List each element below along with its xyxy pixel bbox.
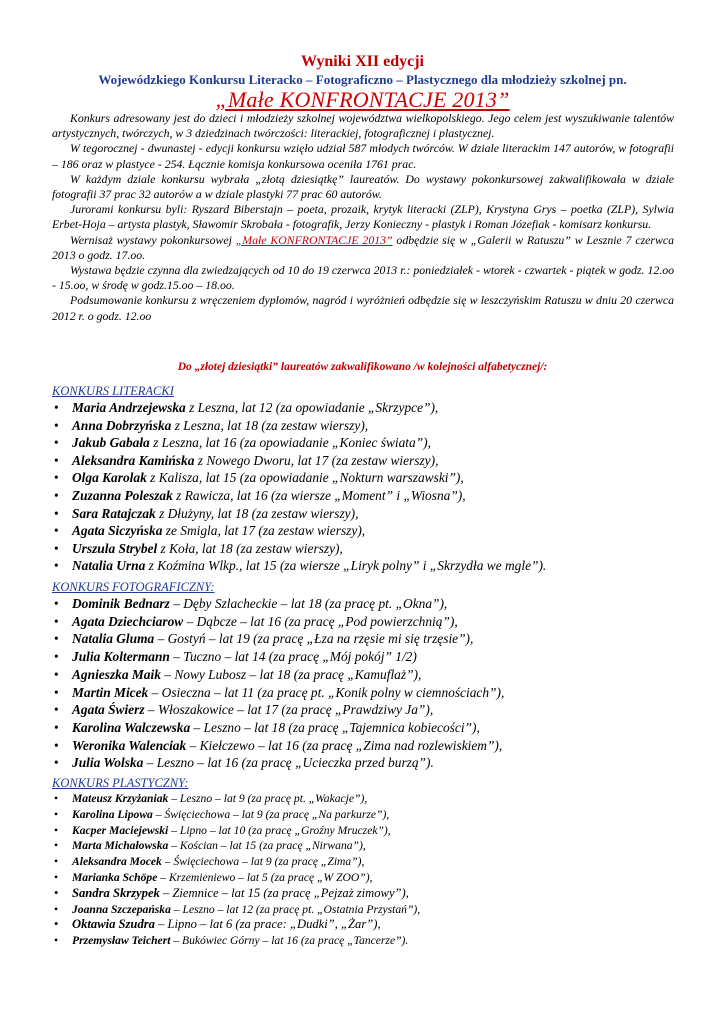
bullet-icon: • xyxy=(54,934,59,948)
list-item xyxy=(52,754,682,772)
laureate-detail: z Nowego Dworu, lat 17 (za zestaw wierszy), xyxy=(194,452,439,468)
laureate-name: Zuzanna Poleszak xyxy=(72,487,173,503)
list-item xyxy=(52,823,682,839)
laureate-name: Sara Ratajczak xyxy=(72,505,156,521)
laureate-name: Julia Wolska xyxy=(72,755,144,771)
bullet-icon: • xyxy=(54,855,59,869)
list-item xyxy=(52,487,682,505)
laureate-name: Marta Michałowska xyxy=(72,839,169,853)
list-item xyxy=(52,452,682,470)
list-item xyxy=(52,595,682,613)
bullet-icon: • xyxy=(54,666,59,682)
laureate-detail: z Leszna, lat 16 (za opowiadanie „Koniec świata”), xyxy=(149,435,431,451)
laureate-name: Weronika Walenciak xyxy=(72,737,187,753)
laureate-name: Martin Micek xyxy=(72,684,149,700)
laureate-name: Julia Koltermann xyxy=(72,649,170,665)
list-item xyxy=(52,870,682,886)
bullet-icon: • xyxy=(54,452,59,468)
laureate-name: Dominik Bednarz xyxy=(72,596,170,611)
contest-name: „Małe KONFRONTACJE 2013” xyxy=(215,87,510,112)
bullet-icon: • xyxy=(54,823,59,837)
bullet-icon: • xyxy=(54,684,59,700)
list-item xyxy=(52,807,682,823)
intro-paragraph: W tegorocznej - dwunastej - edycji konkursu wzięło udział 587 młodych twórców. W dziale literackim 147 autorów, w fotografii – 186 oraz w plastyce - 254. Łącznie komisja konkursowa oceniła 1761 prac. xyxy=(52,141,674,171)
laureate-name: Anna Dobrzyńska xyxy=(72,417,172,433)
list-item xyxy=(52,505,682,523)
intro-text xyxy=(52,111,674,324)
bullet-icon: • xyxy=(54,737,59,753)
bullet-icon: • xyxy=(54,870,59,884)
section-fotograficzny xyxy=(52,580,682,772)
laureate-detail: – Ziemnice – lat 15 (za pracę „Pejzaż zimowy”), xyxy=(159,885,409,900)
laureate-detail: – Leszno – lat 12 (za pracę pt. „Ostatnia Przystań”), xyxy=(170,902,421,916)
laureate-detail: z Dłużyny, lat 18 (za zestaw wierszy), xyxy=(155,505,359,521)
bullet-icon: • xyxy=(54,558,59,574)
bullet-icon: • xyxy=(54,417,59,433)
bullet-icon: • xyxy=(54,839,59,853)
section-title: KONKURS FOTOGRAFICZNY: xyxy=(52,580,215,594)
bullet-icon: • xyxy=(54,631,59,647)
qualification-note: Do „złotej dziesiątki” laureatów zakwalifikowano /w kolejności alfabetycznej/: xyxy=(177,361,548,373)
laureate-name: Agata Dziechciarow xyxy=(72,613,184,629)
laureate-detail: – Krzemieniewo – lat 5 (za pracę „W ZOO”), xyxy=(157,870,373,884)
bullet-icon: • xyxy=(54,649,59,665)
section-plastyczny xyxy=(52,776,682,949)
bullet-icon: • xyxy=(54,807,59,821)
laureate-name: Urszula Strybel xyxy=(72,540,158,556)
bullet-icon: • xyxy=(54,435,59,451)
laureate-detail: – Leszno – lat 9 (za pracę pt. „Wakacje”), xyxy=(168,792,368,805)
laureate-name: Przemysław Teichert xyxy=(72,934,171,948)
list-item xyxy=(52,666,682,684)
section-literacki xyxy=(52,384,682,575)
bullet-icon: • xyxy=(54,505,59,521)
list-item xyxy=(52,933,682,949)
laureate-name: Oktawia Szudra xyxy=(72,917,155,932)
laureate-name: Maria Andrzejewska xyxy=(72,400,186,415)
bullet-icon: • xyxy=(54,917,59,932)
bullet-icon: • xyxy=(54,523,59,539)
list-item xyxy=(52,701,682,719)
laureate-list xyxy=(52,399,682,575)
laureate-detail: – Tuczno – lat 14 (za pracę „Mój pokój” 1/2) xyxy=(169,649,417,665)
laureate-name: Karolina Walczewska xyxy=(72,719,191,735)
laureate-detail: z Kalisza, lat 15 (za opowiadanie „Nokturn warszawski”), xyxy=(146,470,464,486)
bullet-icon: • xyxy=(54,719,59,735)
laureate-detail: z Leszna, lat 18 (za zestaw wierszy), xyxy=(171,417,369,433)
bullet-icon: • xyxy=(54,902,59,916)
list-item xyxy=(52,630,682,648)
laureate-detail: – Święciechowa – lat 9 (za pracę „Na parkurze”), xyxy=(152,807,390,821)
bullet-icon: • xyxy=(54,596,59,611)
list-item xyxy=(52,854,682,870)
laureate-detail: – Lipno – lat 6 (za prace: „Dudki”, „Żar”), xyxy=(154,917,381,932)
intro-paragraph: Podsumowanie konkursu z wręczeniem dyplomów, nagród i wyróżnień odbędzie się w leszczyńskim Ratuszu w dniu 20 czerwca 2012 r. o godz. 12.oo xyxy=(52,293,674,323)
list-item xyxy=(52,469,682,487)
bullet-icon: • xyxy=(54,613,59,629)
laureate-name: Aleksandra Kamińska xyxy=(72,452,195,468)
laureate-name: Aleksandra Mocek xyxy=(72,855,162,869)
laureate-detail: – Dęby Szlacheckie – lat 18 (za pracę pt. „Okna”), xyxy=(169,596,448,611)
laureate-detail: – Kościan – lat 15 (za pracę „Nirwana”), xyxy=(168,839,366,853)
list-item xyxy=(52,886,682,902)
bullet-icon: • xyxy=(54,487,59,503)
vernissage-exhibition-title: „Małe KONFRONTACJE 2013” xyxy=(235,232,393,247)
laureate-detail: z Rawicza, lat 16 (za wiersze „Moment” i „Wiosna”), xyxy=(172,487,466,503)
laureate-detail: – Osieczna – lat 11 (za pracę pt. „Konik polny w ciemnościach”), xyxy=(148,684,505,700)
bullet-icon: • xyxy=(54,755,59,771)
laureate-name: Olga Karolak xyxy=(72,470,147,486)
laureate-detail: – Dąbcze – lat 16 (za pracę „Pod powierzchnią”), xyxy=(183,613,458,629)
laureate-name: Mateusz Krzyżaniak xyxy=(72,792,169,805)
list-item xyxy=(52,417,682,435)
vernissage-details: odbędzie się w „Galerii w Ratuszu” w Lesznie 7 czerwca 2013 o godz. 17.oo. xyxy=(52,232,674,262)
laureate-detail: ze Smigla, lat 17 (za zestaw wierszy), xyxy=(162,523,366,539)
contest-subtitle: Wojewódzkiego Konkursu Literacko – Fotograficzno – Plastycznego dla młodzieży szkolnej pn. xyxy=(98,72,627,87)
laureate-list xyxy=(52,595,682,772)
list-item xyxy=(52,902,682,918)
laureate-name: Agata Świerz xyxy=(72,702,145,718)
laureate-name: Agnieszka Maik xyxy=(72,666,161,682)
list-item xyxy=(52,399,682,417)
list-item xyxy=(52,613,682,631)
section-title: KONKURS PLASTYCZNY: xyxy=(52,776,189,790)
bullet-icon: • xyxy=(54,885,59,900)
intro-paragraph xyxy=(52,233,674,263)
laureate-detail: – Leszno – lat 18 (za pracę „Tajemnica kobiecości”), xyxy=(190,719,480,735)
laureate-name: Natalia Urna xyxy=(72,558,146,574)
bullet-icon: • xyxy=(54,792,59,805)
list-item xyxy=(52,648,682,666)
list-item xyxy=(52,791,682,807)
laureate-detail: z Koła, lat 18 (za zestaw wierszy), xyxy=(157,540,343,556)
laureate-name: Agata Siczyńska xyxy=(72,523,163,539)
laureate-detail: – Gostyń – lat 19 (za pracę „Łza na rzęsie mi się trzęsie”), xyxy=(154,631,474,647)
results-title: Wyniki XII edycji xyxy=(301,53,424,70)
list-item xyxy=(52,557,682,575)
laureate-name: Karolina Lipowa xyxy=(72,807,153,821)
list-item xyxy=(52,737,682,755)
list-item xyxy=(52,522,682,540)
list-item xyxy=(52,838,682,854)
laureate-detail: – Leszno – lat 16 (za pracę „Ucieczka przed burzą”). xyxy=(143,755,434,771)
list-item xyxy=(52,434,682,452)
laureate-list xyxy=(52,791,682,949)
bullet-icon: • xyxy=(54,702,59,718)
list-item xyxy=(52,917,682,933)
list-item xyxy=(52,684,682,702)
laureate-detail: z Leszna, lat 12 (za opowiadanie „Skrzypce”), xyxy=(185,400,439,415)
intro-paragraph: Konkurs adresowany jest do dzieci i młodzieży szkolnej województwa wielkopolskiego. Jego celem jest wyszukiwanie talentów artystycznych, twórczych, w 3 dziedzinach twórczości: literackiej, fotograficznej i plastycznej. xyxy=(52,111,674,141)
intro-paragraph: Wystawa będzie czynna dla zwiedzających od 10 do 19 czerwca 2013 r.: poniedziałek - wtorek - czwartek - piątek w godz. 12.oo - 15.oo, w środę w godz.15.oo – 18.oo. xyxy=(52,263,674,293)
section-title: KONKURS LITERACKI xyxy=(52,384,174,398)
laureate-detail: – Kiełczewo – lat 16 (za pracę „Zima nad rozlewiskiem”), xyxy=(186,737,503,753)
laureate-detail: z Koźmina Wlkp., lat 15 (za wiersze „Liryk polny” i „Skrzydła we mgle”). xyxy=(145,558,547,574)
laureate-name: Joanna Szczepańska xyxy=(72,902,171,916)
bullet-icon: • xyxy=(54,400,59,415)
laureate-name: Natalia Gluma xyxy=(72,631,155,647)
laureate-detail: – Nowy Lubosz – lat 18 (za pracę „Kamuflaż”), xyxy=(160,666,422,682)
list-item xyxy=(52,540,682,558)
laureate-detail: – Bukówiec Górny – lat 16 (za pracę „Tancerze”). xyxy=(170,934,409,948)
bullet-icon: • xyxy=(54,470,59,486)
laureate-detail: – Włoszakowice – lat 17 (za pracę „Prawdziwy Ja”), xyxy=(144,702,434,718)
laureate-name: Sandra Skrzypek xyxy=(72,885,160,900)
intro-paragraph: W każdym dziale konkursu wybrała „złotą dziesiątkę” laureatów. Do wystawy pokonkursowej zakwalifikowała w dziale fotografii 37 prac 32 autorów a w dziale plastyki 77 prac 60 autorów. xyxy=(52,171,674,202)
laureate-name: Marianka Schöpe xyxy=(72,870,158,884)
bullet-icon: • xyxy=(54,540,59,556)
laureate-name: Kacper Maciejewski xyxy=(72,823,169,837)
intro-paragraph: Jurorami konkursu byli: Ryszard Biberstajn – poeta, prozaik, krytyk literacki (ZLP), Krystyna Grys – poetka (ZLP), Sylwia Erbet-Hoja – artysta plastyk, Sławomir Skrobała - fotografik, Jerzy Konieczny - plastyk i Roman Józefiak - komisarz konkursu. xyxy=(52,202,674,232)
laureate-name: Jakub Gabała xyxy=(72,435,150,451)
laureate-detail: – Lipno – lat 10 (za pracę „Groźny Mruczek”), xyxy=(168,823,391,837)
vernissage-text: Wernisaż wystawy pokonkursowej xyxy=(70,232,236,247)
laureate-detail: – Święciechowa – lat 9 (za pracę „Zima”), xyxy=(161,855,365,869)
list-item xyxy=(52,719,682,737)
